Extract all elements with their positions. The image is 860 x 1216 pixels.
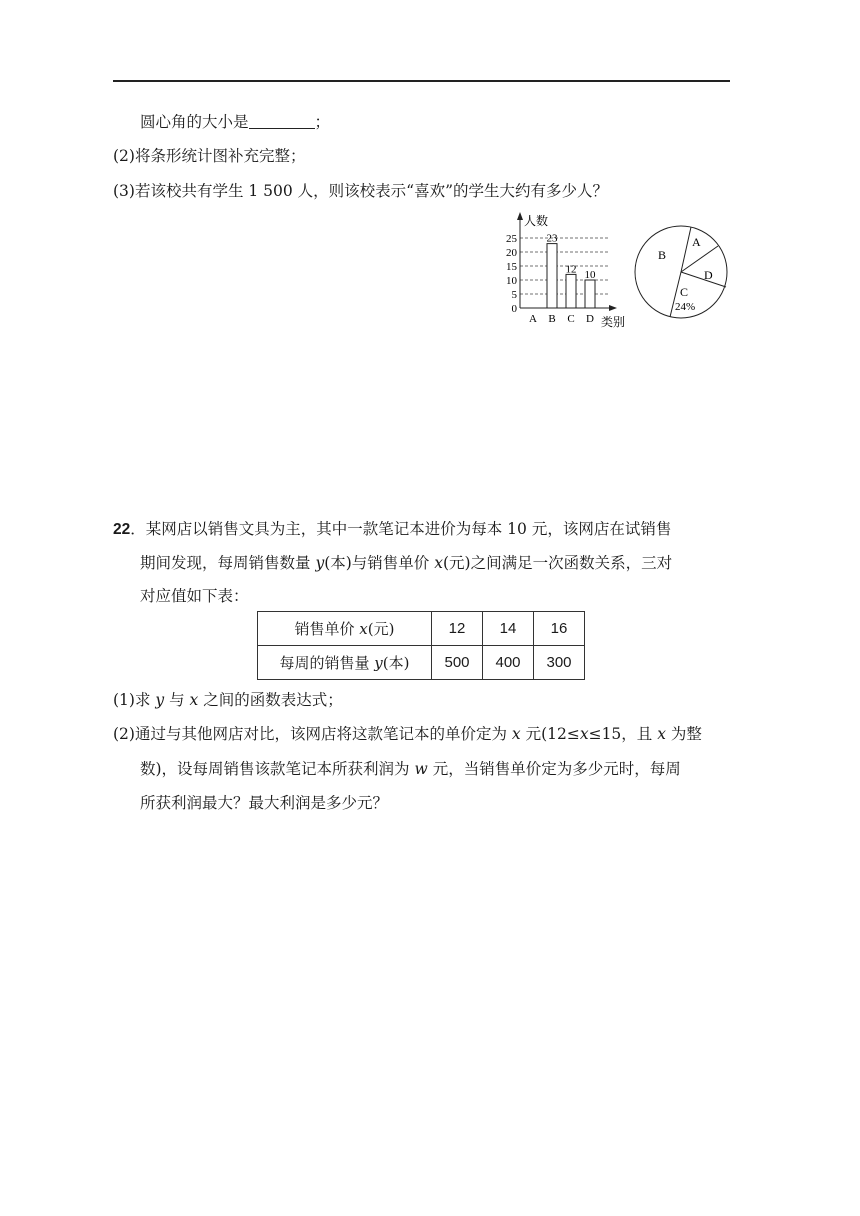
category-label: B (548, 313, 556, 325)
bar-chart (498, 208, 632, 332)
var-x: x (579, 725, 589, 743)
q22-part2-text: ≤15，且 (588, 725, 658, 743)
table-row (258, 646, 585, 680)
pie-label-c: C (680, 285, 689, 299)
x-axis-label: 类别 (601, 315, 626, 329)
y-tick-labels (506, 233, 518, 315)
cell-text: 每周的销售量 (279, 654, 375, 672)
q22-part2-line3: 所获利润最大？最大利润是多少元？ (140, 794, 389, 812)
y-tick-label: 15 (506, 261, 517, 273)
answer-blank (249, 114, 315, 129)
q21-part2: (2)将条形统计图补充完整； (113, 147, 306, 165)
sales-table (257, 611, 585, 680)
var-w: w (414, 760, 428, 778)
bar (547, 244, 557, 308)
q21-angle-line (140, 112, 330, 132)
data-label: 10 (584, 269, 596, 281)
y-tick-label: 20 (506, 247, 517, 259)
q22-part1-text: 与 (164, 691, 190, 709)
table-cell: 400 (483, 646, 534, 680)
var-x: x (511, 725, 521, 743)
pie-value-c: 24% (675, 301, 696, 313)
pie-label-a: A (692, 235, 701, 249)
q22-line2-text: 期间发现，每周销售数量 (140, 554, 316, 572)
table-cell: 300 (534, 646, 585, 680)
cell-text: 销售单价 (294, 620, 360, 638)
data-label: 23 (546, 232, 558, 245)
pie-chart (632, 224, 732, 320)
header-rule (113, 80, 730, 82)
q22-part1-text: 之间的函数表达式； (198, 691, 343, 709)
var-y: y (155, 691, 165, 709)
bar (566, 274, 576, 308)
q22-part1 (113, 690, 343, 710)
var-x: x (434, 554, 443, 572)
cell-text: (元) (367, 620, 395, 638)
table-header-price (258, 612, 432, 646)
var-x: x (189, 691, 199, 709)
pie-label-d: D (704, 268, 713, 282)
q22-line1 (113, 519, 671, 540)
var-x: x (657, 725, 666, 743)
cell-text: (本) (382, 654, 410, 672)
q22-line2-text: (元)之间满足一次函数关系，三对 (442, 554, 673, 572)
question-number: 22 (113, 521, 131, 538)
q22-part2-text: 为整 (665, 725, 702, 743)
y-tick-label: 25 (506, 233, 517, 245)
q22-line2-text: (本)与销售单价 (324, 554, 435, 572)
table-cell: 500 (432, 646, 483, 680)
table-cell: 14 (483, 612, 534, 646)
q22-part1-text: (1)求 (113, 691, 156, 709)
q22-part2-line2 (140, 759, 681, 779)
var-y: y (374, 654, 383, 672)
bar (585, 280, 595, 308)
q21-angle-punct: ； (314, 113, 331, 131)
y-tick-label: 5 (511, 289, 517, 301)
table-cell: 12 (432, 612, 483, 646)
q22-line3: 对应值如下表： (140, 587, 249, 605)
q22-part2-text: 元(12≤ (520, 725, 580, 743)
q22-line1-text: ．某网店以销售文具为主，其中一款笔记本进价为每本 10 元，该网店在试销售 (130, 520, 672, 538)
x-axis-arrow (609, 305, 617, 311)
pie-label-b: B (658, 248, 667, 262)
q22-line2 (140, 553, 672, 573)
table-header-quantity (258, 646, 432, 680)
category-label: C (567, 313, 575, 325)
var-x: x (359, 620, 368, 638)
var-y: y (315, 554, 325, 572)
q22-part2-text: (2)通过与其他网店对比，该网店将这款笔记本的单价定为 (113, 725, 512, 743)
q22-part2-text: 元，当销售单价定为多少元时，每周 (427, 760, 681, 778)
category-label: D (586, 313, 594, 325)
pie-sector-divider (681, 227, 691, 272)
y-tick-label: 10 (506, 275, 517, 287)
q21-part3: (3)若该校共有学生 1 500 人，则该校表示“喜欢”的学生大约有多少人？ (113, 182, 609, 200)
q22-part2-line1 (113, 724, 702, 744)
q22-part2-text: 数)，设每周销售该款笔记本所获利润为 (140, 760, 415, 778)
table-row (258, 612, 585, 646)
category-labels (529, 313, 594, 325)
category-label: A (529, 313, 537, 325)
y-tick-label: 0 (511, 303, 517, 315)
y-axis-arrow (517, 212, 523, 220)
y-axis-label: 人数 (524, 214, 549, 228)
table-cell: 16 (534, 612, 585, 646)
data-label: 12 (565, 263, 577, 276)
q21-angle-text: 圆心角的大小是 (140, 113, 249, 131)
